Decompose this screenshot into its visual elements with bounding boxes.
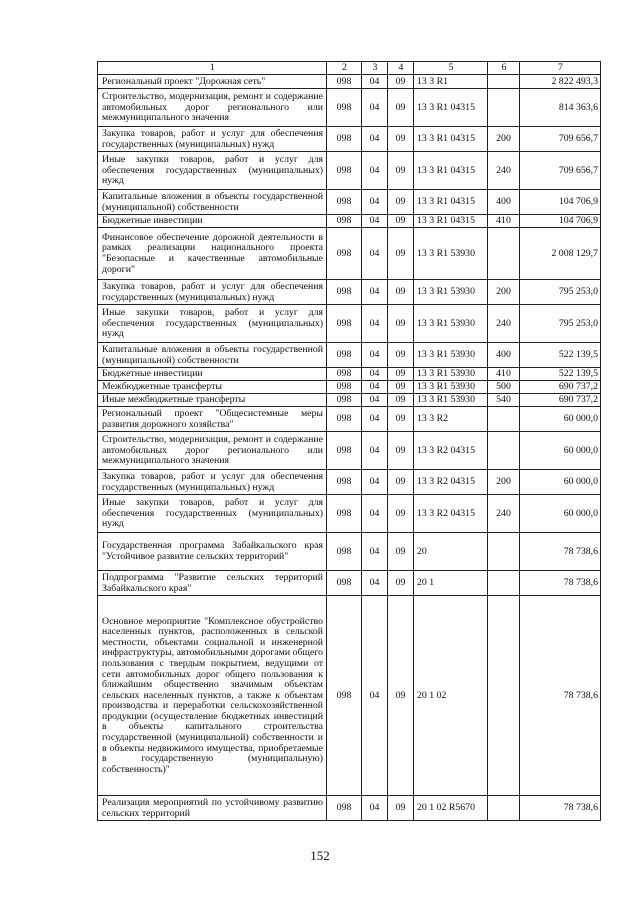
table-row [98,596,601,796]
row-main-manager: 098 [327,432,362,470]
row-name: Подпрограмма "Развитие сельских территорий Забайкальского края" [98,571,327,596]
table-row [98,152,601,190]
row-name: Иные закупки товаров, работ и услуг для обеспечения государственных (муниципальных) нужд [98,495,327,533]
row-subsection: 09 [388,796,414,821]
row-amount: 2 008 129,7 [520,228,601,280]
row-section: 04 [362,407,388,432]
row-expense-type: 400 [488,190,520,215]
row-name: Реализация мероприятий по устойчивому развитию сельских территорий [98,796,327,821]
row-main-manager: 098 [327,280,362,305]
row-expense-type [488,571,520,596]
row-name: Государственная программа Забайкальского края "Устойчивое развитие сельских территорий" [98,533,327,571]
table-row [98,495,601,533]
row-subsection: 09 [388,127,414,152]
row-expense-type: 500 [488,381,520,394]
table-row [98,89,601,127]
row-main-manager: 098 [327,215,362,228]
row-name: Бюджетные инвестиции [98,368,327,381]
header-cell-5: 5 [414,62,488,75]
row-section: 04 [362,152,388,190]
row-subsection: 09 [388,305,414,343]
row-target-article: 13 3 R1 53930 [414,343,488,368]
row-amount: 104 706,9 [520,190,601,215]
row-name: Иные межбюджетные трансферты [98,394,327,407]
row-expense-type: 240 [488,495,520,533]
row-target-article: 20 1 [414,571,488,596]
row-amount: 709 656,7 [520,152,601,190]
row-target-article: 13 3 R1 04315 [414,127,488,152]
row-subsection: 09 [388,596,414,796]
table-row [98,343,601,368]
row-section: 04 [362,89,388,127]
row-name: Строительство, модернизация, ремонт и содержание автомобильных дорог регионального или межмуниципального значения [98,89,327,127]
table-row [98,75,601,89]
header-cell-2: 2 [327,62,362,75]
header-cell-3: 3 [362,62,388,75]
row-subsection: 09 [388,381,414,394]
row-target-article: 13 3 R1 53930 [414,280,488,305]
row-amount: 60 000,0 [520,432,601,470]
row-section: 04 [362,343,388,368]
table-row [98,127,601,152]
row-section: 04 [362,280,388,305]
page-number: 152 [310,848,330,863]
row-subsection: 09 [388,152,414,190]
row-amount: 60 000,0 [520,495,601,533]
row-main-manager: 098 [327,368,362,381]
row-expense-type: 410 [488,368,520,381]
row-section: 04 [362,432,388,470]
table-row [98,305,601,343]
row-name: Межбюджетные трансферты [98,381,327,394]
row-expense-type [488,533,520,571]
table-row [98,533,601,571]
row-section: 04 [362,394,388,407]
row-amount: 2 822 493,3 [520,75,601,89]
row-expense-type [488,432,520,470]
row-main-manager: 098 [327,596,362,796]
row-main-manager: 098 [327,407,362,432]
row-main-manager: 098 [327,381,362,394]
row-expense-type [488,75,520,89]
row-main-manager: 098 [327,796,362,821]
row-section: 04 [362,215,388,228]
row-target-article: 13 3 R1 04315 [414,215,488,228]
row-expense-type: 540 [488,394,520,407]
row-subsection: 09 [388,470,414,495]
row-expense-type: 240 [488,152,520,190]
table-row [98,190,601,215]
row-name: Закупка товаров, работ и услуг для обеспечения государственных (муниципальных) нужд [98,470,327,495]
budget-table-body [98,62,601,821]
row-amount: 522 139,5 [520,368,601,381]
row-amount: 795 253,0 [520,305,601,343]
row-target-article: 13 3 R1 53930 [414,381,488,394]
row-subsection: 09 [388,432,414,470]
row-name: Региональный проект "Дорожная сеть" [98,75,327,89]
row-amount: 60 000,0 [520,470,601,495]
row-expense-type [488,89,520,127]
table-row [98,394,601,407]
row-target-article: 20 1 02 R5670 [414,796,488,821]
table-row [98,796,601,821]
row-target-article: 13 3 R1 53930 [414,228,488,280]
row-target-article: 13 3 R1 53930 [414,305,488,343]
row-name: Закупка товаров, работ и услуг для обеспечения государственных (муниципальных) нужд [98,280,327,305]
row-main-manager: 098 [327,127,362,152]
row-expense-type: 200 [488,127,520,152]
row-amount: 78 738,6 [520,596,601,796]
row-subsection: 09 [388,75,414,89]
row-name: Иные закупки товаров, работ и услуг для обеспечения государственных (муниципальных) нужд [98,305,327,343]
table-row [98,381,601,394]
table-row [98,407,601,432]
row-section: 04 [362,571,388,596]
row-main-manager: 098 [327,495,362,533]
row-name: Закупка товаров, работ и услуг для обеспечения государственных (муниципальных) нужд [98,127,327,152]
row-section: 04 [362,470,388,495]
row-name: Бюджетные инвестиции [98,215,327,228]
row-main-manager: 098 [327,470,362,495]
row-main-manager: 098 [327,228,362,280]
row-target-article: 13 3 R1 04315 [414,89,488,127]
row-target-article: 13 3 R2 04315 [414,470,488,495]
row-amount: 709 656,7 [520,127,601,152]
row-amount: 60 000,0 [520,407,601,432]
row-target-article: 13 3 R1 53930 [414,394,488,407]
row-main-manager: 098 [327,190,362,215]
header-cell-4: 4 [388,62,414,75]
row-name: Строительство, модернизация, ремонт и содержание автомобильных дорог регионального или межмуниципального значения [98,432,327,470]
row-name: Капитальные вложения в объекты государственной (муниципальной) собственности [98,343,327,368]
row-amount: 78 738,6 [520,571,601,596]
row-subsection: 09 [388,571,414,596]
row-amount: 690 737,2 [520,394,601,407]
row-amount: 104 706,9 [520,215,601,228]
table-row [98,368,601,381]
row-main-manager: 098 [327,152,362,190]
row-amount: 78 738,6 [520,533,601,571]
row-section: 04 [362,381,388,394]
row-name: Основное мероприятие "Комплексное обустройство населенных пунктов, расположенных в сельской местности, объектами социальной и инженерной инфраструктуры, автомобильными дорогами общего пользования с твердым покрытием, ведущими от сети автомобильных дорог общего пользования к ближайшим общественно значимым объектам сельских населенных пунктов, а также к объектам производства и переработки сельскохозяйственной продукции (осуществление бюджетных инвестиций в объекты капитального строительства государственной (муниципальной) собственности и в объекты недвижимого имущества, приобретаемые в государственную (муниципальную) собственность)" [98,596,327,796]
row-name: Капитальные вложения в объекты государственной (муниципальной) собственности [98,190,327,215]
row-subsection: 09 [388,407,414,432]
table-row [98,470,601,495]
row-expense-type [488,228,520,280]
row-expense-type [488,796,520,821]
row-section: 04 [362,368,388,381]
table-row [98,571,601,596]
row-target-article: 13 3 R2 04315 [414,495,488,533]
row-subsection: 09 [388,394,414,407]
header-cell-6: 6 [488,62,520,75]
row-amount: 795 253,0 [520,280,601,305]
row-main-manager: 098 [327,533,362,571]
row-section: 04 [362,75,388,89]
header-cell-7: 7 [520,62,601,75]
row-section: 04 [362,190,388,215]
row-subsection: 09 [388,495,414,533]
row-subsection: 09 [388,215,414,228]
row-amount: 690 737,2 [520,381,601,394]
row-main-manager: 098 [327,571,362,596]
row-expense-type [488,407,520,432]
row-subsection: 09 [388,89,414,127]
row-main-manager: 098 [327,305,362,343]
header-cell-1: 1 [98,62,327,75]
row-expense-type: 240 [488,305,520,343]
row-name: Иные закупки товаров, работ и услуг для обеспечения государственных (муниципальных) нужд [98,152,327,190]
row-expense-type: 410 [488,215,520,228]
row-section: 04 [362,228,388,280]
table-row [98,432,601,470]
row-target-article: 20 1 02 [414,596,488,796]
row-section: 04 [362,796,388,821]
row-amount: 814 363,6 [520,89,601,127]
header-row [98,62,601,75]
row-subsection: 09 [388,228,414,280]
row-target-article: 20 [414,533,488,571]
row-section: 04 [362,305,388,343]
table-row [98,215,601,228]
row-section: 04 [362,533,388,571]
table-row [98,228,601,280]
row-subsection: 09 [388,368,414,381]
row-expense-type: 400 [488,343,520,368]
row-target-article: 13 3 R1 04315 [414,190,488,215]
row-name: Финансовое обеспечение дорожной деятельности в рамках реализации национального проекта "Безопасные и качественные автомобильные дороги" [98,228,327,280]
budget-table [97,61,601,821]
row-section: 04 [362,495,388,533]
table-row [98,280,601,305]
row-main-manager: 098 [327,89,362,127]
row-expense-type: 200 [488,280,520,305]
row-subsection: 09 [388,190,414,215]
row-section: 04 [362,127,388,152]
row-main-manager: 098 [327,75,362,89]
row-main-manager: 098 [327,343,362,368]
row-subsection: 09 [388,533,414,571]
row-expense-type: 200 [488,470,520,495]
row-target-article: 13 3 R1 [414,75,488,89]
row-section: 04 [362,596,388,796]
row-subsection: 09 [388,280,414,305]
row-target-article: 13 3 R1 53930 [414,368,488,381]
row-amount: 522 139,5 [520,343,601,368]
row-amount: 78 738,6 [520,796,601,821]
row-expense-type [488,596,520,796]
row-target-article: 13 3 R1 04315 [414,152,488,190]
row-name: Региональный проект "Общесистемные меры развития дорожного хозяйства" [98,407,327,432]
row-target-article: 13 3 R2 04315 [414,432,488,470]
row-subsection: 09 [388,343,414,368]
row-target-article: 13 3 R2 [414,407,488,432]
row-main-manager: 098 [327,394,362,407]
